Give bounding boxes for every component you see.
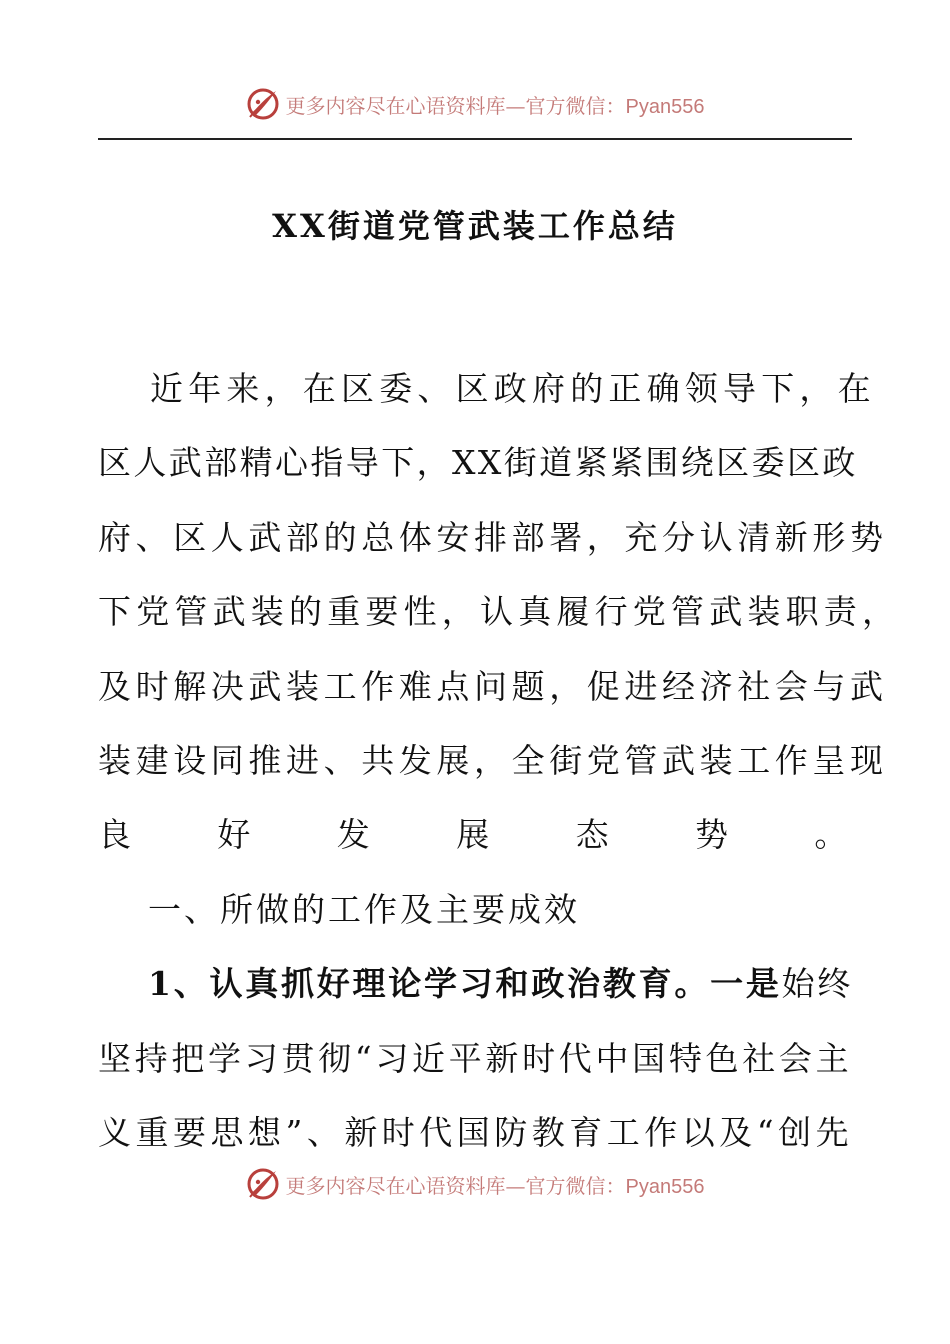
- paragraph-intro: [98, 352, 901, 873]
- paragraph-line: 及时解决武装工作难点问题，促进经济社会与武: [98, 666, 888, 706]
- paragraph-line: 府、区人武部的总体安排部署，充分认清新形势: [98, 517, 888, 557]
- paragraph-line: 近年来，在区委、区政府的正确领导下，在: [150, 369, 876, 408]
- paragraph-item-1: [98, 947, 852, 1170]
- quill-logo-icon: [246, 1167, 280, 1201]
- header-banner-wechat-id: Pyan556: [625, 95, 705, 118]
- paragraph-line: 良好发展态势。: [98, 815, 852, 855]
- header-banner-text: 更多内容尽在心语资料库—官方微信：Pyan556: [285, 93, 705, 118]
- paragraph-line: [98, 947, 852, 1021]
- footer-banner-text: 更多内容尽在心语资料库—官方微信：Pyan556: [285, 1173, 705, 1198]
- paragraph-line: 下党管武装的重要性，认真履行党管武装职责，: [98, 592, 901, 632]
- header-divider: [98, 138, 852, 140]
- footer-banner: [0, 1162, 950, 1206]
- document-title: XX街道党管武装工作总结: [272, 207, 678, 245]
- paragraph-line: 义重要思想”、新时代国防教育工作以及“创先: [98, 1113, 852, 1153]
- paragraph-line: 坚持把学习贯彻“习近平新时代中国特色社会主: [98, 1038, 852, 1078]
- footer-banner-content: [246, 1167, 705, 1201]
- header-banner-content: [246, 87, 705, 121]
- item-heading-rest: 始终: [781, 964, 853, 1004]
- footer-banner-wechat-id: Pyan556: [625, 1175, 705, 1198]
- paragraph-line: 区人武部精心指导下，XX街道紧紧围绕区委区政: [98, 443, 858, 483]
- item-heading-bold: 1、认真抓好理论学习和政治教育。一是: [148, 964, 782, 1004]
- section-heading: 一、所做的工作及主要成效: [148, 889, 580, 929]
- paragraph-line: 装建设同推进、共发展，全街党管武装工作呈现: [98, 741, 888, 781]
- quill-logo-icon: [246, 87, 280, 121]
- header-banner: [0, 82, 950, 126]
- document-body: [98, 352, 901, 1170]
